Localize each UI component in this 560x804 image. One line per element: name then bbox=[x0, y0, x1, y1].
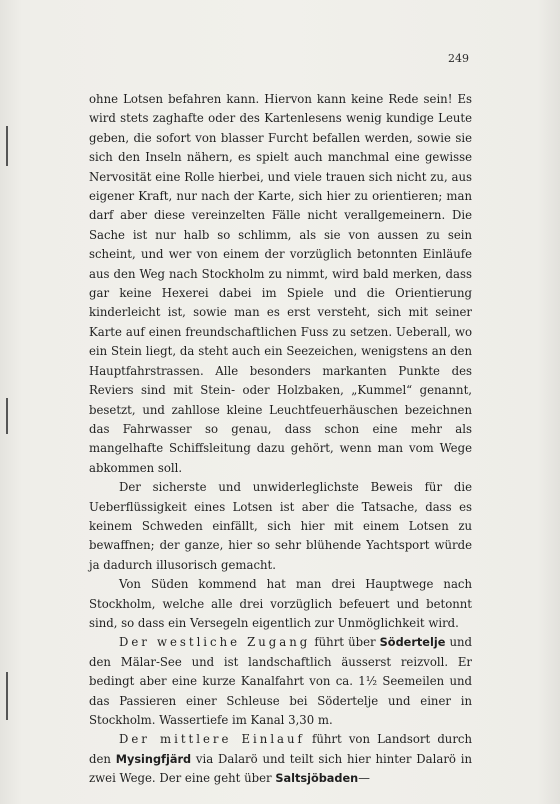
paragraph bbox=[89, 575, 472, 633]
place-name: Södertelje bbox=[379, 636, 446, 650]
text-run: ohne Lotsen befahren kann. Hiervon kann keine Rede sein! Es wird stets zaghafte oder des Kartenlesens wenig kundige Leute geben, die sofort von blasser Furcht befallen werden, sowie sie sich den Inseln nähern, es spielt auch manchmal eine gewisse Nervosität eine Rolle hierbei, und viele trauen sich nicht zu, aus eigener Kraft, nur nach der Karte, sich hier zu orientieren; man darf aber diese vereinzelten Fälle nicht verallgemeinern. Die Sache ist nur halb so schlimm, als sie von aussen zu sein scheint, und wer von einem der vorzüglich betonnten Einläufe aus den Weg nach Stockholm zu nimmt, wird bald merken, dass gar keine Hexerei dabei im Spiele und die Orientierung kinderleicht ist, sowie man es erst versteht, sich mit seiner Karte auf einen freundschaftlichen Fuss zu setzen. Ueberall, wo ein Stein liegt, da steht auch ein Seezeichen, wenigstens an den Hauptfahrstrassen. Alle besonders markanten Punkte des Reviers sind mit Stein- oder Holzbaken, „Kummel“ genannt, besetzt, und zahllose kleine Leuchtfeuerhäuschen bezeichnen das Fahrwasser so genau, dass schon eine mehr als mangelhafte Schiffsleitung dazu gehört, wenn man vom Wege abkommen soll. bbox=[89, 92, 472, 475]
binding-mark bbox=[6, 672, 8, 720]
text-run: Der sicherste und unwiderleglichste Beweis für die Ueberflüssigkeit eines Lotsen ist aber die Tatsache, dass es keinem Schweden einfällt, sich hier mit einem Lotsen zu bewaffnen; der ganze, hier so sehr blühende Yachtsport würde ja dadurch illusorisch gemacht. bbox=[89, 480, 472, 572]
paragraph bbox=[89, 730, 472, 788]
paragraph bbox=[89, 633, 472, 730]
text-run: führt von Landsort durch den bbox=[89, 732, 472, 766]
binding-mark bbox=[6, 126, 8, 166]
text-run: via Dalarö und teilt sich hier hinter Dalarö in zwei Wege. Der eine geht über bbox=[89, 751, 472, 786]
text-run: und den Mälar-See und ist landschaftlich äusserst reizvoll. Er bedingt aber eine kurze Kanalfahrt von ca. 1½ Seemeilen und das Passieren einer Schleuse bei Södertelje und einer in Stockholm. Wassertiefe im Kanal 3,30 m. bbox=[89, 635, 472, 727]
paragraph bbox=[89, 478, 472, 575]
paragraph bbox=[89, 90, 472, 478]
emphasis-text: Der mittlere Einlauf bbox=[119, 732, 305, 747]
binding-mark bbox=[6, 398, 8, 434]
text-run: Von Süden kommend hat man drei Hauptwege nach Stockholm, welche alle drei vorzüglich befeuert und betonnt sind, so dass ein Versegeln eigentlich zur Unmöglichkeit wird. bbox=[89, 577, 472, 630]
text-run: — bbox=[358, 771, 370, 786]
text-run: führt über bbox=[310, 635, 380, 650]
place-name: Saltsjöbaden bbox=[275, 772, 359, 786]
page-number: 249 bbox=[448, 52, 469, 65]
place-name: Mysingfjärd bbox=[115, 752, 192, 766]
emphasis-text: Der westliche Zugang bbox=[119, 635, 311, 650]
body-text bbox=[89, 90, 472, 789]
